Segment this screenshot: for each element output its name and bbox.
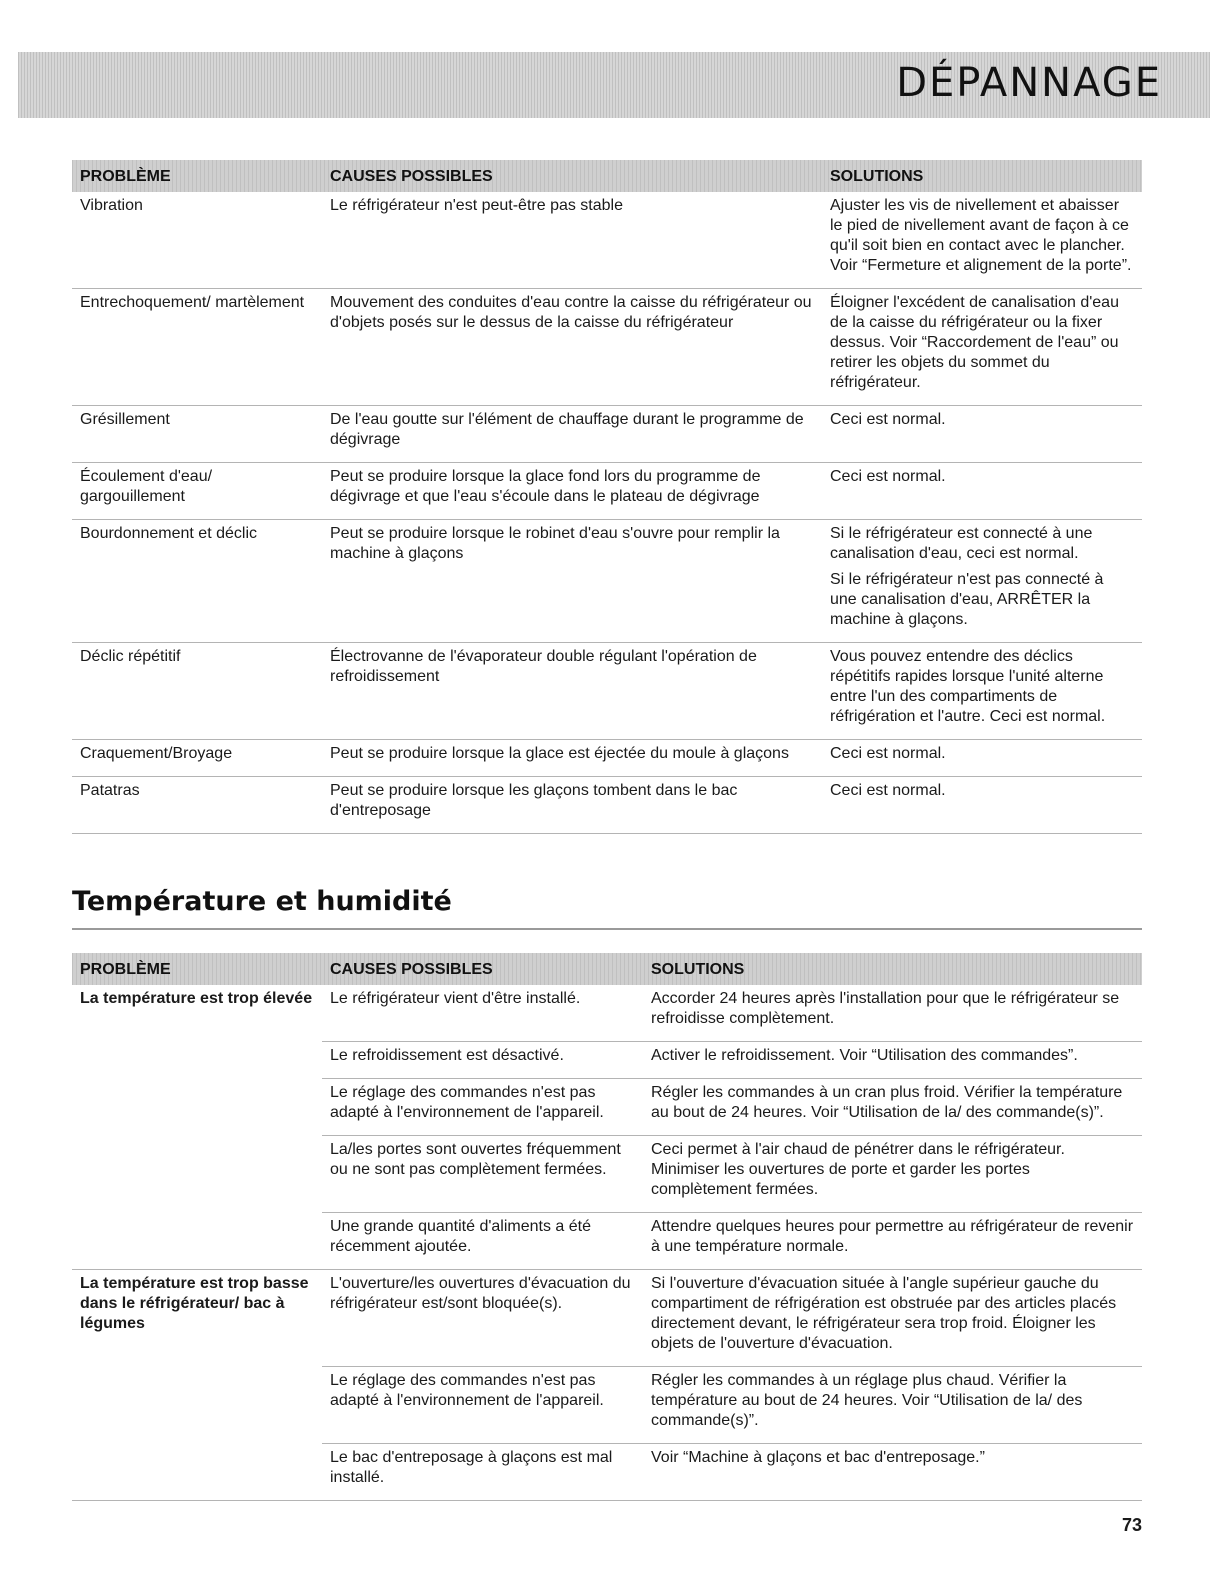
solution-cell: Régler les commandes à un cran plus froid. Vérifier la température au bout de 24 heures. Voir “Utilisation de la/ des commande(s)”.	[643, 1079, 1142, 1136]
table-row	[72, 1270, 1142, 1367]
column-header-solutions: SOLUTIONS	[830, 168, 924, 185]
solution-cell: Attendre quelques heures pour permettre au réfrigérateur de revenir à une température normale.	[643, 1213, 1142, 1270]
solution-cell	[822, 643, 1142, 740]
cause-cell: L'ouverture/les ouvertures d'évacuation du réfrigérateur est/sont bloquée(s).	[322, 1270, 643, 1367]
column-header-problem: PROBLÈME	[80, 961, 171, 978]
solution-cell	[822, 192, 1142, 289]
problem-cell: Patatras	[72, 777, 322, 834]
problem-cell-empty	[72, 1213, 322, 1270]
table-header-row	[72, 160, 1142, 192]
cause-cell: De l'eau goutte sur l'élément de chauffage durant le programme de dégivrage	[322, 406, 822, 463]
problem-cell-empty	[72, 1367, 322, 1444]
table-row	[72, 777, 1142, 834]
table-row	[72, 1136, 1142, 1213]
solution-cell: Régler les commandes à un réglage plus chaud. Vérifier la température au bout de 24 heures. Voir “Utilisation de la/ des commande(s)”.	[643, 1367, 1142, 1444]
cause-cell: Peut se produire lorsque les glaçons tombent dans le bac d'entreposage	[322, 777, 822, 834]
header-band	[18, 52, 1210, 118]
table-header-row	[72, 953, 1142, 985]
solution-text: Si le réfrigérateur n'est pas connecté à une canalisation d'eau, ARRÊTER la machine à glaçons.	[830, 571, 1104, 628]
cause-cell: Électrovanne de l'évaporateur double régulant l'opération de refroidissement	[322, 643, 822, 740]
section-heading: Température et humidité	[72, 886, 452, 917]
table-row	[72, 1444, 1142, 1501]
solution-cell	[822, 777, 1142, 834]
problem-cell: La température est trop élevée	[80, 990, 313, 1007]
solution-text: Ceci est normal.	[830, 745, 946, 762]
column-header-causes: CAUSES POSSIBLES	[330, 168, 493, 185]
problem-cell: Vibration	[72, 192, 322, 289]
solution-cell: Accorder 24 heures après l'installation pour que le réfrigérateur se refroidisse complètement.	[643, 985, 1142, 1042]
problem-cell-empty	[72, 1042, 322, 1079]
temperature-troubleshooting-table	[72, 953, 1142, 1501]
table-row	[72, 520, 1142, 643]
cause-cell: Peut se produire lorsque la glace est éjectée du moule à glaçons	[322, 740, 822, 777]
problem-cell-empty	[72, 1079, 322, 1136]
problem-cell: Bourdonnement et déclic	[72, 520, 322, 643]
solution-text: Ceci est normal.	[830, 782, 946, 799]
cause-cell: Le réglage des commandes n'est pas adapté à l'environnement de l'appareil.	[322, 1079, 643, 1136]
problem-cell: Déclic répétitif	[72, 643, 322, 740]
table-row	[72, 1042, 1142, 1079]
noise-troubleshooting-table	[72, 160, 1142, 834]
table-row	[72, 406, 1142, 463]
table-row	[72, 1079, 1142, 1136]
solution-cell	[822, 463, 1142, 520]
solution-cell: Si l'ouverture d'évacuation située à l'angle supérieur gauche du compartiment de réfrigération est obstruée par des articles placés directement devant, le réfrigérateur sera trop froid. Éloigner les objets de l'ouverture d'évacuation.	[643, 1270, 1142, 1367]
solution-cell: Ceci permet à l'air chaud de pénétrer dans le réfrigérateur. Minimiser les ouvertures de porte et garder les portes complètement fermées.	[643, 1136, 1142, 1213]
solution-cell	[822, 520, 1142, 643]
cause-cell: Peut se produire lorsque le robinet d'eau s'ouvre pour remplir la machine à glaçons	[322, 520, 822, 643]
cause-cell: Le refroidissement est désactivé.	[322, 1042, 643, 1079]
section-divider	[72, 928, 1142, 930]
problem-cell-empty	[72, 1444, 322, 1501]
solution-text: Si le réfrigérateur est connecté à une canalisation d'eau, ceci est normal.	[830, 525, 1093, 562]
column-header-solutions: SOLUTIONS	[651, 961, 745, 978]
table-row	[72, 1213, 1142, 1270]
cause-cell: Le réfrigérateur n'est peut-être pas stable	[322, 192, 822, 289]
cause-cell: Une grande quantité d'aliments a été récemment ajoutée.	[322, 1213, 643, 1270]
cause-cell: Peut se produire lorsque la glace fond lors du programme de dégivrage et que l'eau s'écoule dans le plateau de dégivrage	[322, 463, 822, 520]
solution-cell: Voir “Machine à glaçons et bac d'entreposage.”	[643, 1444, 1142, 1501]
cause-cell: La/les portes sont ouvertes fréquemment ou ne sont pas complètement fermées.	[322, 1136, 643, 1213]
table-row	[72, 740, 1142, 777]
cause-cell: Le réglage des commandes n'est pas adapté à l'environnement de l'appareil.	[322, 1367, 643, 1444]
problem-cell: Grésillement	[72, 406, 322, 463]
table-row	[72, 289, 1142, 406]
problem-cell: La température est trop basse dans le réfrigérateur/ bac à légumes	[80, 1275, 309, 1332]
problem-cell: Entrechoquement/ martèlement	[72, 289, 322, 406]
solution-text: Ajuster les vis de nivellement et abaisser le pied de nivellement avant de façon à ce qu'il soit bien en contact avec le plancher. Voir “Fermeture et alignement de la porte”.	[830, 197, 1132, 274]
cause-cell: Mouvement des conduites d'eau contre la caisse du réfrigérateur ou d'objets posés sur le dessus de la caisse du réfrigérateur	[322, 289, 822, 406]
table-row	[72, 192, 1142, 289]
problem-cell: Craquement/Broyage	[72, 740, 322, 777]
solution-cell	[822, 289, 1142, 406]
table-row	[72, 463, 1142, 520]
table-row	[72, 643, 1142, 740]
solution-text: Ceci est normal.	[830, 468, 946, 485]
problem-cell: Écoulement d'eau/ gargouillement	[72, 463, 322, 520]
page-title: DÉPANNAGE	[896, 60, 1162, 106]
solution-text: Éloigner l'excédent de canalisation d'eau de la caisse du réfrigérateur ou la fixer dessus. Voir “Raccordement de l'eau” ou retirer les objets du sommet du réfrigérateur.	[830, 294, 1119, 391]
table-row	[72, 985, 1142, 1042]
solution-text: Ceci est normal.	[830, 411, 946, 428]
solution-cell	[822, 740, 1142, 777]
problem-cell-empty	[72, 1136, 322, 1213]
page-number: 73	[1121, 1515, 1142, 1535]
solution-cell: Activer le refroidissement. Voir “Utilisation des commandes”.	[643, 1042, 1142, 1079]
cause-cell: Le réfrigérateur vient d'être installé.	[322, 985, 643, 1042]
column-header-causes: CAUSES POSSIBLES	[330, 961, 493, 978]
table-row	[72, 1367, 1142, 1444]
cause-cell: Le bac d'entreposage à glaçons est mal installé.	[322, 1444, 643, 1501]
solution-cell	[822, 406, 1142, 463]
column-header-problem: PROBLÈME	[80, 168, 171, 185]
solution-text: Vous pouvez entendre des déclics répétitifs rapides lorsque l'unité alterne entre l'un des compartiments de réfrigération et l'autre. Ceci est normal.	[830, 648, 1106, 725]
